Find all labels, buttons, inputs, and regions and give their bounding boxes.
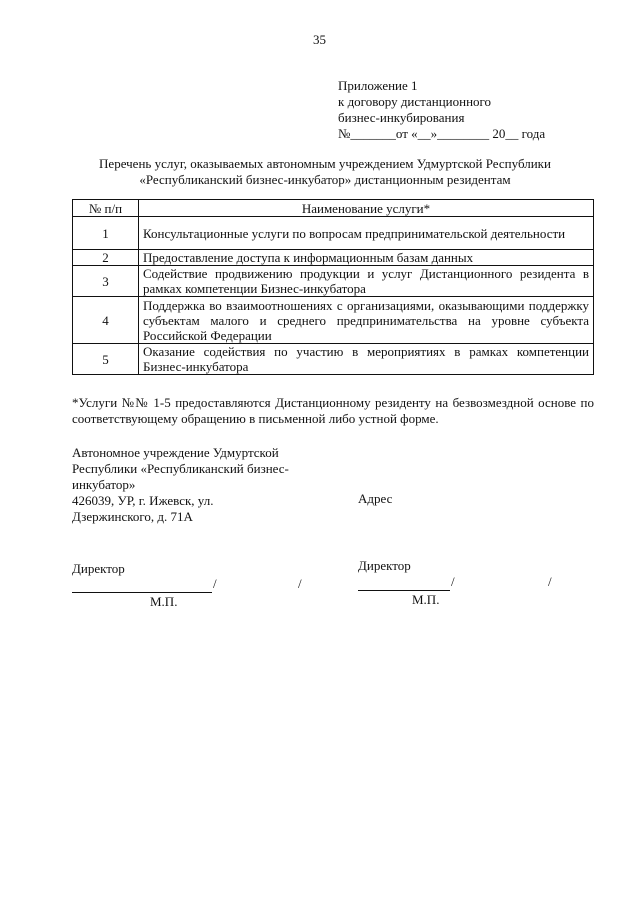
- right-party-address-label: Адрес: [358, 491, 393, 506]
- right-signature-slash: /: [451, 574, 455, 589]
- title-line: «Республиканский бизнес-инкубатор» дистанционным резидентам: [139, 172, 511, 187]
- right-signature-line: [358, 590, 450, 591]
- row-service-name: Консультационные услуги по вопросам предпринимательской деятельности: [139, 217, 594, 250]
- header-number: № п/п: [73, 200, 139, 217]
- row-number: 2: [73, 250, 139, 266]
- appendix-line: к договору дистанционного: [338, 94, 492, 109]
- appendix-line: №_______от «__»________ 20__ года: [338, 126, 546, 141]
- row-service-name: Содействие продвижению продукции и услуг Дистанционного резидента в рамках компетенции Бизнес-инкубатора: [139, 266, 594, 297]
- left-party-details: [72, 445, 332, 525]
- header-service-name: Наименование услуги*: [139, 200, 594, 217]
- right-director-title: Директор: [358, 558, 411, 573]
- left-director-title: Директор: [72, 561, 125, 576]
- row-service-name: Предоставление доступа к информационным базам данных: [139, 250, 594, 266]
- right-stamp-placeholder: М.П.: [412, 592, 440, 607]
- party-line: Автономное учреждение Удмуртской: [72, 445, 279, 460]
- left-signature-slash: /: [213, 576, 217, 591]
- table-row: [73, 344, 594, 375]
- table-row: [73, 297, 594, 344]
- right-signature-slash: /: [548, 574, 552, 589]
- title-line: Перечень услуг, оказываемых автономным учреждением Удмуртской Республики: [99, 156, 551, 171]
- appendix-line: Приложение 1: [338, 78, 418, 93]
- table-header-row: [73, 200, 594, 217]
- row-number: 1: [73, 217, 139, 250]
- row-number: 5: [73, 344, 139, 375]
- row-number: 4: [73, 297, 139, 344]
- left-signature-slash: /: [298, 576, 302, 591]
- row-service-name: Оказание содействия по участию в мероприятиях в рамках компетенции Бизнес-инкубатора: [139, 344, 594, 375]
- document-title: [60, 156, 590, 188]
- table-row: [73, 217, 594, 250]
- page-number: 35: [313, 32, 326, 47]
- row-service-name: Поддержка во взаимоотношениях с организациями, оказывающими поддержку субъектам малого и среднего предпринимательства на уровне субъекта Российской Федерации: [139, 297, 594, 344]
- row-number: 3: [73, 266, 139, 297]
- table-row: [73, 266, 594, 297]
- left-stamp-placeholder: М.П.: [150, 594, 178, 609]
- appendix-header: [338, 78, 598, 142]
- party-line: Республики «Республиканский бизнес-: [72, 461, 289, 476]
- appendix-line: бизнес-инкубирования: [338, 110, 465, 125]
- party-line: Дзержинского, д. 71А: [72, 509, 193, 524]
- party-line: инкубатор»: [72, 477, 136, 492]
- party-line: 426039, УР, г. Ижевск, ул.: [72, 493, 214, 508]
- services-table: [72, 199, 594, 375]
- footnote: *Услуги №№ 1-5 предоставляются Дистанционному резиденту на безвозмездной основе по соответствующему обращению в письменной либо устной форме.: [72, 395, 594, 426]
- left-signature-line: [72, 592, 212, 593]
- table-row: [73, 250, 594, 266]
